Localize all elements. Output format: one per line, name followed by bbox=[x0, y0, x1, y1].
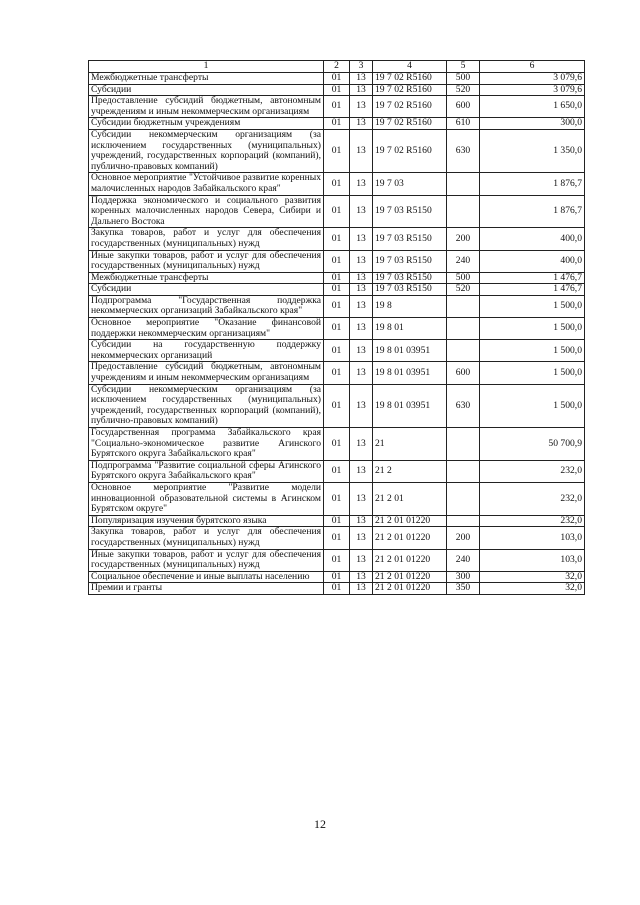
cell-section: 01 bbox=[324, 384, 350, 427]
cell-name: Предоставление субсидий бюджетным, автономным учреждениям и иным некоммерческим организациям bbox=[89, 96, 324, 118]
table-row bbox=[89, 527, 585, 549]
cell-target-code: 19 7 02 R5160 bbox=[373, 73, 447, 85]
cell-subsection: 13 bbox=[350, 549, 373, 571]
cell-name: Поддержка экономического и социального развития коренных малочисленных народов Севера, Сибири и Дальнего Востока bbox=[89, 195, 324, 228]
cell-target-code: 21 bbox=[373, 428, 447, 461]
cell-subsection: 13 bbox=[350, 96, 373, 118]
table-row bbox=[89, 129, 585, 172]
cell-amount: 232,0 bbox=[480, 482, 585, 515]
cell-target-code: 19 7 02 R5160 bbox=[373, 129, 447, 172]
cell-section: 01 bbox=[324, 527, 350, 549]
cell-expense-type bbox=[447, 515, 480, 527]
cell-amount: 3 079,6 bbox=[480, 73, 585, 85]
table-row bbox=[89, 571, 585, 583]
cell-subsection: 13 bbox=[350, 195, 373, 228]
cell-expense-type bbox=[447, 428, 480, 461]
cell-amount: 50 700,9 bbox=[480, 428, 585, 461]
cell-amount: 232,0 bbox=[480, 515, 585, 527]
cell-subsection: 13 bbox=[350, 272, 373, 284]
cell-name: Закупка товаров, работ и услуг для обеспечения государственных (муниципальных) нужд bbox=[89, 228, 324, 250]
cell-amount: 32,0 bbox=[480, 571, 585, 583]
cell-expense-type: 350 bbox=[447, 583, 480, 595]
table-row bbox=[89, 515, 585, 527]
cell-subsection: 13 bbox=[350, 295, 373, 317]
cell-section: 01 bbox=[324, 515, 350, 527]
col-header-1: 1 bbox=[89, 61, 324, 73]
cell-expense-type: 500 bbox=[447, 272, 480, 284]
cell-target-code: 19 7 03 R5150 bbox=[373, 272, 447, 284]
cell-subsection: 13 bbox=[350, 460, 373, 482]
table-row bbox=[89, 318, 585, 340]
cell-subsection: 13 bbox=[350, 384, 373, 427]
table-row bbox=[89, 118, 585, 130]
cell-name: Субсидии некоммерческим организациям (за исключением государственных (муниципальных) учреждений, государственных корпораций (компаний), публично-правовых компаний) bbox=[89, 384, 324, 427]
cell-target-code: 21 2 bbox=[373, 460, 447, 482]
cell-section: 01 bbox=[324, 362, 350, 384]
cell-section: 01 bbox=[324, 340, 350, 362]
cell-name: Межбюджетные трансферты bbox=[89, 73, 324, 85]
cell-name: Подпрограмма "Развитие социальной сферы Агинского Бурятского округа Забайкальского края" bbox=[89, 460, 324, 482]
cell-section: 01 bbox=[324, 250, 350, 272]
budget-table bbox=[88, 60, 585, 595]
cell-target-code: 19 8 bbox=[373, 295, 447, 317]
cell-expense-type bbox=[447, 173, 480, 195]
cell-target-code: 19 7 03 R5150 bbox=[373, 195, 447, 228]
cell-name: Подпрограмма "Государственная поддержка некоммерческих организаций Забайкальского края" bbox=[89, 295, 324, 317]
cell-section: 01 bbox=[324, 195, 350, 228]
cell-target-code: 19 7 03 R5150 bbox=[373, 284, 447, 296]
cell-section: 01 bbox=[324, 84, 350, 96]
cell-target-code: 21 2 01 01220 bbox=[373, 583, 447, 595]
cell-expense-type: 600 bbox=[447, 362, 480, 384]
table-row bbox=[89, 250, 585, 272]
cell-name: Основное мероприятие "Оказание финансовой поддержки некоммерческим организациям" bbox=[89, 318, 324, 340]
table-row bbox=[89, 460, 585, 482]
table-row bbox=[89, 384, 585, 427]
cell-expense-type: 520 bbox=[447, 284, 480, 296]
table-row bbox=[89, 84, 585, 96]
col-header-4: 4 bbox=[373, 61, 447, 73]
cell-expense-type: 200 bbox=[447, 527, 480, 549]
col-header-6: 6 bbox=[480, 61, 585, 73]
cell-subsection: 13 bbox=[350, 583, 373, 595]
cell-subsection: 13 bbox=[350, 515, 373, 527]
cell-target-code: 19 7 02 R5160 bbox=[373, 118, 447, 130]
cell-expense-type: 610 bbox=[447, 118, 480, 130]
table-row bbox=[89, 173, 585, 195]
table-row bbox=[89, 96, 585, 118]
cell-name: Субсидии некоммерческим организациям (за исключением государственных (муниципальных) учреждений, государственных корпораций (компаний), публично-правовых компаний) bbox=[89, 129, 324, 172]
cell-amount: 1 876,7 bbox=[480, 195, 585, 228]
cell-section: 01 bbox=[324, 96, 350, 118]
table-row bbox=[89, 228, 585, 250]
cell-name: Субсидии bbox=[89, 84, 324, 96]
page-number: 12 bbox=[314, 817, 326, 831]
cell-target-code: 21 2 01 01220 bbox=[373, 515, 447, 527]
cell-amount: 32,0 bbox=[480, 583, 585, 595]
cell-target-code: 19 7 02 R5160 bbox=[373, 96, 447, 118]
table-row bbox=[89, 195, 585, 228]
cell-subsection: 13 bbox=[350, 340, 373, 362]
cell-amount: 300,0 bbox=[480, 118, 585, 130]
cell-target-code: 19 7 03 R5150 bbox=[373, 228, 447, 250]
cell-section: 01 bbox=[324, 173, 350, 195]
cell-amount: 103,0 bbox=[480, 527, 585, 549]
cell-section: 01 bbox=[324, 428, 350, 461]
cell-section: 01 bbox=[324, 272, 350, 284]
cell-name: Субсидии bbox=[89, 284, 324, 296]
col-header-3: 3 bbox=[350, 61, 373, 73]
cell-name: Субсидии бюджетным учреждениям bbox=[89, 118, 324, 130]
table-row bbox=[89, 428, 585, 461]
cell-subsection: 13 bbox=[350, 362, 373, 384]
cell-expense-type bbox=[447, 295, 480, 317]
cell-name: Иные закупки товаров, работ и услуг для обеспечения государственных (муниципальных) нужд bbox=[89, 549, 324, 571]
cell-target-code: 21 2 01 bbox=[373, 482, 447, 515]
cell-expense-type bbox=[447, 460, 480, 482]
cell-subsection: 13 bbox=[350, 118, 373, 130]
cell-name: Премии и гранты bbox=[89, 583, 324, 595]
cell-subsection: 13 bbox=[350, 527, 373, 549]
cell-amount: 1 500,0 bbox=[480, 340, 585, 362]
cell-section: 01 bbox=[324, 460, 350, 482]
cell-amount: 232,0 bbox=[480, 460, 585, 482]
cell-section: 01 bbox=[324, 284, 350, 296]
cell-subsection: 13 bbox=[350, 228, 373, 250]
cell-name: Иные закупки товаров, работ и услуг для обеспечения государственных (муниципальных) нужд bbox=[89, 250, 324, 272]
col-header-2: 2 bbox=[324, 61, 350, 73]
cell-expense-type: 240 bbox=[447, 250, 480, 272]
cell-subsection: 13 bbox=[350, 73, 373, 85]
cell-amount: 1 500,0 bbox=[480, 362, 585, 384]
cell-amount: 3 079,6 bbox=[480, 84, 585, 96]
cell-subsection: 13 bbox=[350, 129, 373, 172]
cell-target-code: 21 2 01 01220 bbox=[373, 549, 447, 571]
cell-target-code: 19 8 01 03951 bbox=[373, 384, 447, 427]
table-row bbox=[89, 295, 585, 317]
cell-target-code: 19 8 01 03951 bbox=[373, 340, 447, 362]
cell-section: 01 bbox=[324, 295, 350, 317]
cell-subsection: 13 bbox=[350, 318, 373, 340]
table-row bbox=[89, 272, 585, 284]
cell-section: 01 bbox=[324, 549, 350, 571]
cell-subsection: 13 bbox=[350, 571, 373, 583]
cell-amount: 1 876,7 bbox=[480, 173, 585, 195]
cell-name: Основное мероприятие "Развитие модели инновационной образовательной системы в Агинском Бурятском округе" bbox=[89, 482, 324, 515]
cell-expense-type: 630 bbox=[447, 384, 480, 427]
cell-expense-type bbox=[447, 318, 480, 340]
cell-amount: 1 500,0 bbox=[480, 295, 585, 317]
cell-expense-type bbox=[447, 195, 480, 228]
cell-target-code: 19 8 01 03951 bbox=[373, 362, 447, 384]
cell-name: Государственная программа Забайкальского края "Социально-экономическое развитие Агинского Бурятского округа Забайкальского края" bbox=[89, 428, 324, 461]
table-body bbox=[89, 73, 585, 595]
cell-section: 01 bbox=[324, 318, 350, 340]
cell-subsection: 13 bbox=[350, 250, 373, 272]
cell-target-code: 19 8 01 bbox=[373, 318, 447, 340]
cell-subsection: 13 bbox=[350, 173, 373, 195]
cell-name: Популяризация изучения бурятского языка bbox=[89, 515, 324, 527]
table-row bbox=[89, 549, 585, 571]
cell-amount: 400,0 bbox=[480, 228, 585, 250]
cell-expense-type bbox=[447, 340, 480, 362]
cell-amount: 1 500,0 bbox=[480, 318, 585, 340]
cell-amount: 400,0 bbox=[480, 250, 585, 272]
cell-name: Межбюджетные трансферты bbox=[89, 272, 324, 284]
cell-target-code: 19 7 03 R5150 bbox=[373, 250, 447, 272]
cell-section: 01 bbox=[324, 73, 350, 85]
cell-expense-type: 630 bbox=[447, 129, 480, 172]
cell-target-code: 19 7 02 R5160 bbox=[373, 84, 447, 96]
cell-section: 01 bbox=[324, 118, 350, 130]
cell-subsection: 13 bbox=[350, 84, 373, 96]
cell-expense-type: 600 bbox=[447, 96, 480, 118]
col-header-5: 5 bbox=[447, 61, 480, 73]
cell-name: Социальное обеспечение и иные выплаты населению bbox=[89, 571, 324, 583]
cell-subsection: 13 bbox=[350, 284, 373, 296]
cell-subsection: 13 bbox=[350, 482, 373, 515]
cell-amount: 1 350,0 bbox=[480, 129, 585, 172]
cell-amount: 1 476,7 bbox=[480, 272, 585, 284]
cell-target-code: 19 7 03 bbox=[373, 173, 447, 195]
cell-expense-type bbox=[447, 482, 480, 515]
cell-name: Предоставление субсидий бюджетным, автономным учреждениям и иным некоммерческим организациям bbox=[89, 362, 324, 384]
cell-name: Закупка товаров, работ и услуг для обеспечения государственных (муниципальных) нужд bbox=[89, 527, 324, 549]
cell-amount: 1 650,0 bbox=[480, 96, 585, 118]
table-row bbox=[89, 362, 585, 384]
cell-expense-type: 300 bbox=[447, 571, 480, 583]
cell-expense-type: 520 bbox=[447, 84, 480, 96]
cell-name: Основное мероприятие "Устойчивое развитие коренных малочисленных народов Забайкальского края" bbox=[89, 173, 324, 195]
cell-amount: 1 476,7 bbox=[480, 284, 585, 296]
table-row bbox=[89, 73, 585, 85]
cell-target-code: 21 2 01 01220 bbox=[373, 571, 447, 583]
cell-name: Субсидии на государственную поддержку некоммерческих организаций bbox=[89, 340, 324, 362]
cell-expense-type: 500 bbox=[447, 73, 480, 85]
cell-expense-type: 240 bbox=[447, 549, 480, 571]
table-row bbox=[89, 583, 585, 595]
cell-amount: 103,0 bbox=[480, 549, 585, 571]
cell-amount: 1 500,0 bbox=[480, 384, 585, 427]
table-row bbox=[89, 482, 585, 515]
cell-section: 01 bbox=[324, 129, 350, 172]
header-row bbox=[89, 61, 585, 73]
table-row bbox=[89, 340, 585, 362]
cell-section: 01 bbox=[324, 571, 350, 583]
table-row bbox=[89, 284, 585, 296]
cell-section: 01 bbox=[324, 482, 350, 515]
cell-subsection: 13 bbox=[350, 428, 373, 461]
cell-section: 01 bbox=[324, 583, 350, 595]
cell-expense-type: 200 bbox=[447, 228, 480, 250]
cell-target-code: 21 2 01 01220 bbox=[373, 527, 447, 549]
cell-section: 01 bbox=[324, 228, 350, 250]
